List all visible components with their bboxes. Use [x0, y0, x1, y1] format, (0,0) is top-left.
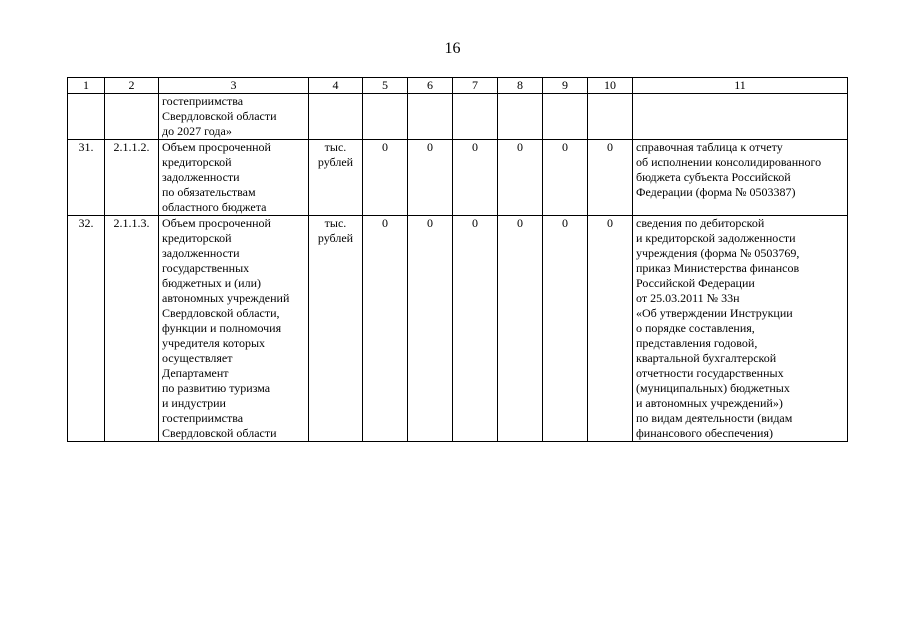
empty-cell: [588, 94, 633, 140]
unit-line: рублей: [317, 231, 354, 245]
continuation-row: [68, 94, 848, 140]
column-number: 1: [68, 78, 105, 94]
source-line: о порядке составления,: [636, 321, 755, 335]
value-cell: 0: [363, 216, 408, 442]
value-cell: 0: [363, 140, 408, 216]
indicator-line: Объем просроченной: [162, 216, 271, 230]
value-cell: 0: [453, 140, 498, 216]
indicator-line: по развитию туризма: [162, 381, 271, 395]
row-number: 31.: [68, 140, 105, 216]
source-line: представления годовой,: [636, 336, 758, 350]
value-cell: 0: [588, 216, 633, 442]
unit-line: тыс.: [324, 140, 347, 154]
page-number: 16: [444, 40, 461, 57]
indicator-line: осуществляет: [162, 351, 233, 365]
source-line: справочная таблица к отчету: [636, 140, 783, 154]
source-line: финансового обеспечения): [636, 426, 773, 440]
unit-cell: [309, 216, 363, 442]
indicator-line: гостеприимства: [162, 411, 244, 425]
value-cell: 0: [453, 216, 498, 442]
source-line: и кредиторской задолженности: [636, 231, 796, 245]
indicator-line: функции и полномочия: [162, 321, 282, 335]
indicator-line: автономных учреждений: [162, 291, 290, 305]
column-number: 2: [105, 78, 159, 94]
value-cell: 0: [543, 140, 588, 216]
empty-cell: [309, 94, 363, 140]
source-line: от 25.03.2011 № 33н: [636, 291, 740, 305]
column-number: 10: [588, 78, 633, 94]
column-number: 6: [408, 78, 453, 94]
unit-line: рублей: [317, 155, 354, 169]
indicator-line: кредиторской: [162, 231, 232, 245]
value-cell: 0: [408, 216, 453, 442]
indicator-cell: [159, 140, 309, 216]
indicator-line: Свердловской области,: [162, 306, 280, 320]
indicator-line: до 2027 года»: [162, 124, 232, 138]
source-line: отчетности государственных: [636, 366, 784, 380]
indicator-line: Объем просроченной: [162, 140, 271, 154]
column-number: 7: [453, 78, 498, 94]
row-code: 2.1.1.2.: [105, 140, 159, 216]
source-line: приказ Министерства финансов: [636, 261, 800, 275]
source-line: об исполнении консолидированного: [636, 155, 822, 169]
source-line: бюджета субъекта Российской: [636, 170, 791, 184]
table-row: [68, 216, 848, 442]
empty-cell: [633, 94, 848, 140]
indicator-cell: [159, 94, 309, 140]
indicator-line: Департамент: [162, 366, 229, 380]
indicator-line: бюджетных и (или): [162, 276, 261, 290]
value-cell: 0: [588, 140, 633, 216]
value-cell: 0: [543, 216, 588, 442]
indicator-line: задолженности: [162, 170, 240, 184]
empty-cell: [363, 94, 408, 140]
indicator-line: Свердловской области: [162, 109, 277, 123]
table-row: [68, 140, 848, 216]
column-number: 5: [363, 78, 408, 94]
column-number: 3: [159, 78, 309, 94]
empty-cell: [408, 94, 453, 140]
column-number: 11: [633, 78, 848, 94]
empty-cell: [498, 94, 543, 140]
value-cell: 0: [498, 140, 543, 216]
empty-cell: [543, 94, 588, 140]
source-line: учреждения (форма № 0503769,: [636, 246, 800, 260]
indicator-line: Свердловской области: [162, 426, 277, 440]
indicator-line: кредиторской: [162, 155, 232, 169]
source-cell: [633, 216, 848, 442]
empty-cell: [68, 94, 105, 140]
indicator-line: областного бюджета: [162, 200, 267, 214]
source-line: по видам деятельности (видам: [636, 411, 793, 425]
column-number: 4: [309, 78, 363, 94]
indicator-line: гостеприимства: [162, 94, 244, 108]
unit-line: тыс.: [324, 216, 347, 230]
empty-cell: [453, 94, 498, 140]
column-number: 8: [498, 78, 543, 94]
source-line: (муниципальных) бюджетных: [636, 381, 790, 395]
column-number-row: [68, 78, 848, 94]
row-number: 32.: [68, 216, 105, 442]
indicator-line: государственных: [162, 261, 250, 275]
empty-cell: [105, 94, 159, 140]
indicator-line: по обязательствам: [162, 185, 256, 199]
source-line: Федерации (форма № 0503387): [636, 185, 796, 199]
indicator-line: учредителя которых: [162, 336, 266, 350]
source-line: и автономных учреждений»): [636, 396, 783, 410]
source-line: «Об утверждении Инструкции: [636, 306, 793, 320]
source-cell: [633, 140, 848, 216]
source-line: квартальной бухгалтерской: [636, 351, 777, 365]
indicators-table: [67, 77, 848, 442]
source-line: Российской Федерации: [636, 276, 755, 290]
row-code: 2.1.1.3.: [105, 216, 159, 442]
column-number: 9: [543, 78, 588, 94]
source-line: сведения по дебиторской: [636, 216, 765, 230]
indicator-cell: [159, 216, 309, 442]
value-cell: 0: [498, 216, 543, 442]
indicator-line: и индустрии: [162, 396, 226, 410]
unit-cell: [309, 140, 363, 216]
value-cell: 0: [408, 140, 453, 216]
indicator-line: задолженности: [162, 246, 240, 260]
